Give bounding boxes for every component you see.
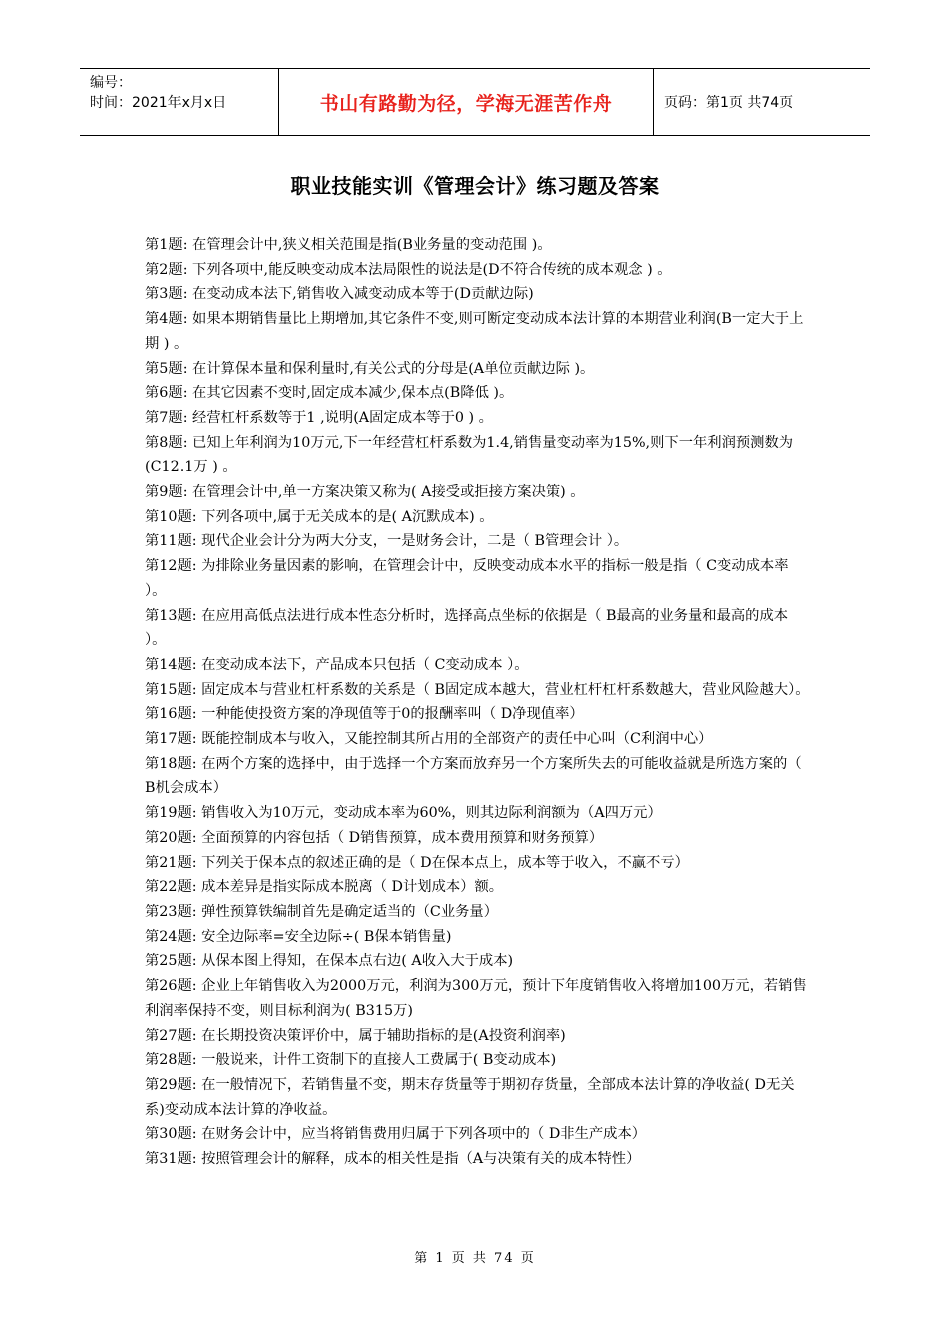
question-item: 第16题: 一种能使投资方案的净现值等于0的报酬率叫（ D净现值率）	[145, 706, 584, 723]
question-item: 第3题: 在变动成本法下,销售收入减变动成本等于(D贡献边际)	[145, 286, 534, 303]
question-item: 第22题: 成本差异是指实际成本脱离（ D计划成本）额。	[145, 879, 504, 896]
question-item: 第11题: 现代企业会计分为两大分支，一是财务会计，二是（ B管理会计 ）。	[145, 533, 629, 550]
code-label: 编号：	[90, 75, 132, 91]
question-item: 第17题: 既能控制成本与收入，又能控制其所占用的全部资产的责任中心叫（C利润中心）	[145, 731, 713, 748]
header-meta	[80, 69, 278, 135]
header-page-info	[654, 69, 870, 135]
question-item: 第1题: 在管理会计中,狭义相关范围是指(B业务量的变动范围 )。	[145, 237, 552, 253]
question-item: 第30题: 在财务会计中，应当将销售费用归属于下列各项中的（ D非生产成本）	[145, 1126, 647, 1143]
question-item: 第20题: 全面预算的内容包括（ D销售预算，成本费用预算和财务预算）	[145, 829, 604, 846]
question-item: 第27题: 在长期投资决策评价中，属于辅助指标的是(A投资利润率)	[145, 1027, 566, 1044]
question-item: 第7题: 经营杠杆系数等于1 ,说明(A固定成本等于0 ) 。	[145, 409, 493, 426]
question-item: 第19题: 销售收入为10万元，变动成本率为60%，则其边际利润额为（A四万元）	[145, 805, 662, 822]
motto-text: 书山有路勤为径，学海无涯苦作舟	[319, 92, 613, 115]
question-item: 第25题: 从保本图上得知，在保本点右边( A收入大于成本)	[145, 953, 514, 970]
question-list	[145, 233, 810, 1172]
question-item: 第31题: 按照管理会计的解释，成本的相关性是指（A与决策有关的成本特性）	[145, 1151, 641, 1168]
page-header	[80, 68, 870, 136]
date-label: 时间：2021年x月x日	[90, 95, 227, 111]
page-info-text: 页码：第1页 共74页	[664, 95, 794, 111]
question-item: 第15题: 固定成本与营业杠杆系数的关系是（ B固定成本越大，营业杠杆杠杆系数越大，营业风险越大）。	[145, 681, 810, 698]
question-item: 第28题: 一般说来，计件工资制下的直接人工费属于( B变动成本)	[145, 1052, 557, 1069]
question-item: 第5题: 在计算保本量和保利量时,有关公式的分母是(A单位贡献边际 )。	[145, 360, 595, 377]
question-item: 第26题: 企业上年销售收入为2000万元，利润为300万元，预计下年度销售收入将增加100万元，若销售利润率保持不变，则目标利润为( B315万)	[145, 978, 807, 1019]
question-item: 第4题: 如果本期销售量比上期增加,其它条件不变,则可断定变动成本法计算的本期营业利润(B一定大于上期 ) 。	[145, 311, 804, 352]
question-item: 第14题: 在变动成本法下，产品成本只包括（ C变动成本 ）。	[145, 656, 529, 673]
page-footer: 第 1 页 共 74 页	[414, 1251, 536, 1266]
header-motto-cell	[278, 69, 654, 135]
question-item: 第12题: 为排除业务量因素的影响，在管理会计中，反映变动成本水平的指标一般是指（ C变动成本率 ）。	[145, 558, 789, 599]
question-item: 第6题: 在其它因素不变时,固定成本减少,保本点(B降低 )。	[145, 385, 514, 402]
question-item: 第9题: 在管理会计中,单一方案决策又称为( A接受或拒接方案决策) 。	[145, 484, 585, 501]
question-item: 第2题: 下列各项中,能反映变动成本法局限性的说法是(D不符合传统的成本观念 ) 。	[145, 261, 672, 278]
question-item: 第8题: 已知上年利润为10万元,下一年经营杠杆系数为1.4,销售量变动率为15%,则下一年利润预测数为(C12.1万 ) 。	[145, 434, 794, 476]
document-title: 职业技能实训《管理会计》练习题及答案	[290, 174, 660, 198]
question-item: 第23题: 弹性预算铁编制首先是确定适当的（C业务量）	[145, 903, 499, 920]
question-item: 第24题: 安全边际率=安全边际÷( B保本销售量)	[145, 928, 452, 945]
question-item: 第13题: 在应用高低点法进行成本性态分析时，选择高点坐标的依据是（ B最高的业务量和最高的成本 ）。	[145, 607, 789, 649]
question-item: 第21题: 下列关于保本点的叙述正确的是（ D在保本点上，成本等于收入，不赢不亏）	[145, 854, 689, 871]
question-item: 第10题: 下列各项中,属于无关成本的是( A沉默成本) 。	[145, 508, 494, 525]
question-item: 第18题: 在两个方案的选择中，由于选择一个方案而放弃另一个方案所失去的可能收益就是所选方案的（ B机会成本）	[145, 755, 802, 797]
question-item: 第29题: 在一般情况下，若销售量不变，期末存货量等于期初存货量，全部成本法计算的净收益( D无关系)变动成本法计算的净收益。	[145, 1076, 795, 1118]
